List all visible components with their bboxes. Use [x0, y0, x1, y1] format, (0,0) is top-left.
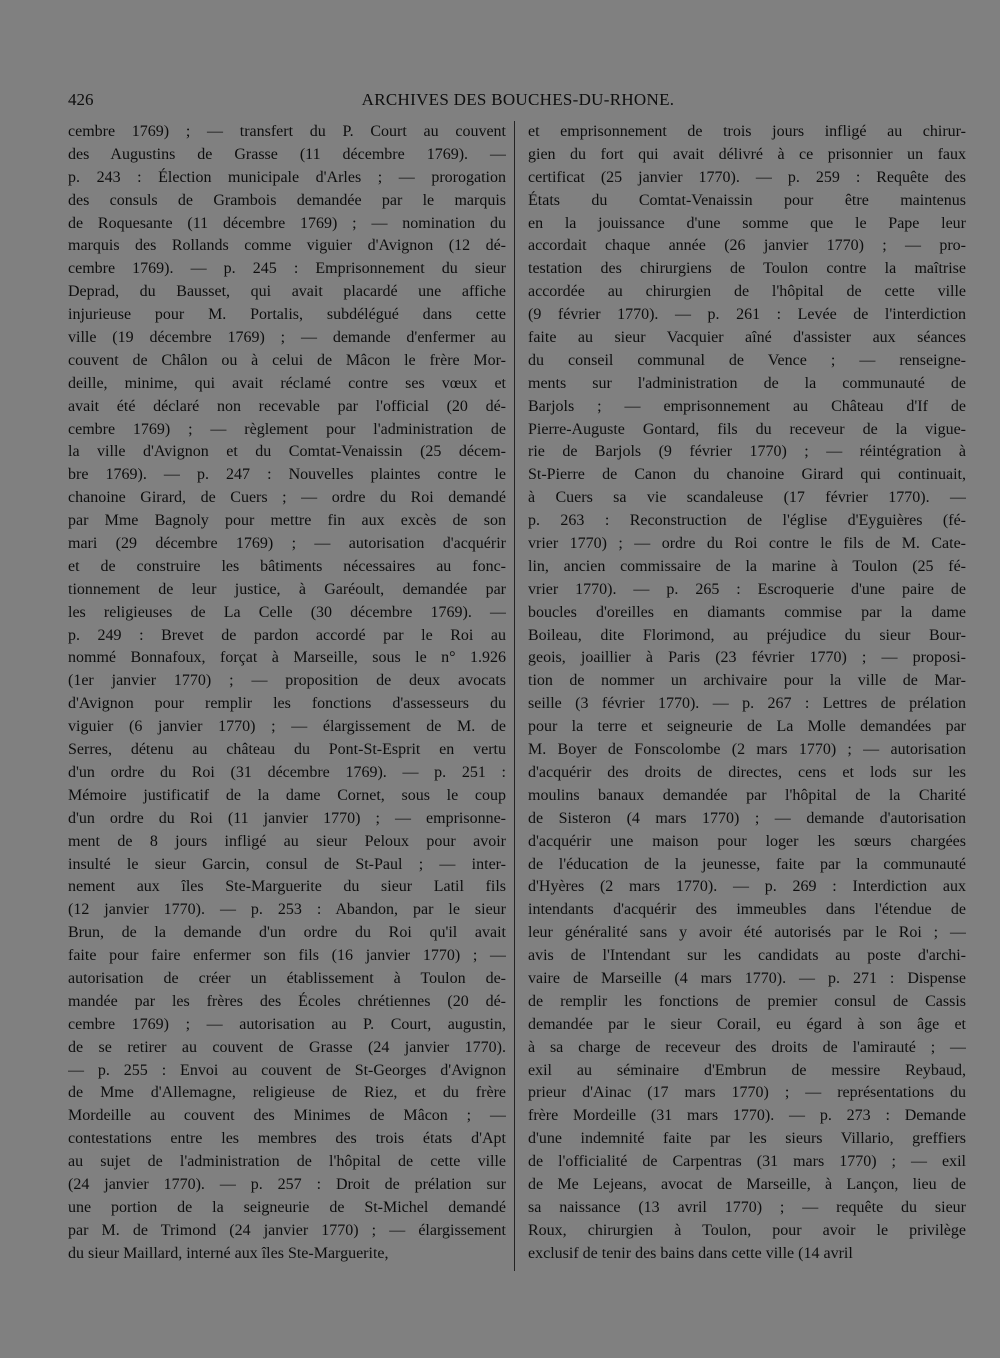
text-line: viguier (6 janvier 1770) ; — élargissement de M. de [68, 718, 506, 736]
text-line: à Cuers sa vie scandaleuse (17 février 1770). — [528, 489, 966, 507]
text-line: intendants d'acquérir des immeubles dans l'étendue de [528, 901, 966, 919]
text-line: Pierre-Auguste Gontard, fils du receveur de la vigue- [528, 420, 966, 438]
text-line: d'acquérir des droits de directes, cens et lods sur les [528, 763, 966, 781]
text-line: tion de nommer un archivaire pour la ville de Mar- [528, 672, 966, 690]
text-line: injurieuse pour M. Portalis, subdélégué dans cette [68, 306, 506, 324]
text-line: Roux, chirurgien à Toulon, pour avoir le privilège [528, 1221, 966, 1239]
text-line: certificat (25 janvier 1770). — p. 259 : Requête des [528, 168, 966, 186]
text-line: de l'éducation de la jeunesse, faite par la communauté [528, 855, 966, 873]
text-line: avait été déclaré non recevable par l'official (20 dé- [68, 397, 506, 415]
text-line: vrier 1770) ; — ordre du Roi contre le fils de M. Cate- [528, 535, 966, 553]
text-line: vrier 1770). — p. 265 : Escroquerie d'une paire de [528, 580, 966, 598]
text-line: gien du fort qui avait délivré à ce prisonnier un faux [528, 145, 966, 163]
text-line: des consuls de Grambois demandée par le marquis [68, 191, 506, 209]
text-line: nement aux îles Ste-Marguerite du sieur Latil fils [68, 878, 506, 896]
text-line: p. 263 : Reconstruction de l'église d'Eyguières (fé- [528, 512, 966, 530]
text-line: du conseil communal de Vence ; — renseigne- [528, 351, 966, 369]
text-line: — p. 255 : Envoi au couvent de St-Georges d'Avignon [68, 1061, 506, 1079]
text-line: contestations entre les membres des trois états d'Apt [68, 1130, 506, 1148]
text-line: cembre 1769) ; — transfert du P. Court au couvent [68, 123, 506, 140]
text-line: Serres, détenu au château du Pont-St-Esprit en vertu [68, 741, 506, 759]
text-line: de se retirer au couvent de Grasse (24 janvier 1770). [68, 1038, 506, 1056]
text-line: de Me Lejeans, avocat de Marseille, à Lançon, lieu de [528, 1175, 966, 1193]
text-line: ment de 8 jours infligé au sieur Peloux pour avoir [68, 832, 506, 850]
text-line: sa naissance (13 avril 1770) ; — requête du sieur [528, 1198, 966, 1216]
page-number: 426 [68, 90, 94, 109]
text-line: des Augustins de Grasse (11 décembre 1769). — [68, 145, 506, 163]
text-line: lin, ancien commissaire de la marine à Toulon (25 fé- [528, 557, 966, 575]
text-line: faite pour faire enfermer son fils (16 janvier 1770) ; — [68, 947, 506, 965]
text-line: de Roquesante (11 décembre 1769) ; — nomination du [68, 214, 506, 232]
text-line: boucles d'oreilles en diamants commise par la dame [528, 603, 966, 621]
text-line: en la jouissance d'une somme que le Pape leur [528, 214, 966, 232]
text-line: (24 janvier 1770). — p. 257 : Droit de prélation sur [68, 1175, 506, 1193]
text-line: bre 1769). — p. 247 : Nouvelles plaintes contre le [68, 466, 506, 484]
text-line: faite au sieur Vacquier aîné d'assister aux séances [528, 329, 966, 347]
text-line: par Mme Bagnoly pour mettre fin aux excès de son [68, 512, 506, 530]
text-line: demandée par le sieur Corail, eu égard à son âge et [528, 1015, 966, 1033]
text-line: chanoine Girard, de Cuers ; — ordre du Roi demandé [68, 489, 506, 507]
text-line: autorisation de créer un établissement à Toulon de- [68, 969, 506, 987]
text-line: États du Comtat-Venaissin pour être maintenus [528, 191, 966, 209]
text-line: cembre 1769) ; — règlement pour l'administration de [68, 420, 506, 438]
text-line: cembre 1769). — p. 245 : Emprisonnement du sieur [68, 260, 506, 278]
text-line: deille, minime, qui avait réclamé contre ses vœux et [68, 374, 506, 392]
text-line: vaire de Marseille (4 mars 1770). — p. 271 : Dispense [528, 969, 966, 987]
text-line: moulins banaux demandée par l'hôpital de la Charité [528, 786, 966, 804]
text-line: de remplir les fonctions de premier consul de Cassis [528, 992, 966, 1010]
text-line: au sujet de l'administration de l'hôpital de cette ville [68, 1153, 506, 1171]
text-line: la ville d'Avignon et du Comtat-Venaissin (25 décem- [68, 443, 506, 461]
text-line: (9 février 1770). — p. 261 : Levée de l'interdiction [528, 306, 966, 324]
left-column [68, 121, 506, 1266]
text-line: geois, joaillier à Paris (23 février 1770) ; — proposi- [528, 649, 966, 667]
text-line: ville (19 décembre 1769) ; — demande d'enfermer au [68, 329, 506, 347]
text-line: exclusif de tenir des bains dans cette ville (14 avril [528, 1244, 853, 1262]
text-line: exil au séminaire d'Embrun de messire Reybaud, [528, 1061, 966, 1079]
text-line: par M. de Trimond (24 janvier 1770) ; — élargissement [68, 1221, 506, 1239]
text-line: et emprisonnement de trois jours infligé au chirur- [528, 123, 966, 140]
text-line: Brun, de la demande d'un ordre du Roi qu'il avait [68, 924, 506, 942]
text-line: Barjols ; — emprisonnement au Château d'If de [528, 397, 966, 415]
text-line: avis de l'Intendant sur les candidats au poste d'archi- [528, 947, 966, 965]
text-line: rie de Barjols (9 février 1770) ; — réintégration à [528, 443, 966, 461]
text-line: Mordeille au couvent des Minimes de Mâcon ; — [68, 1107, 506, 1125]
text-line: et de construire les bâtiments nécessaires au fonc- [68, 557, 506, 575]
text-line: d'acquérir une maison pour loger les sœurs chargées [528, 832, 966, 850]
text-line: Deprad, du Bausset, qui avait placardé une affiche [68, 283, 506, 301]
text-line: accordait chaque année (26 janvier 1770) ; — pro- [528, 237, 966, 255]
text-line: de Sisteron (4 mars 1770) ; — demande d'autorisation [528, 809, 966, 827]
text-line: M. Boyer de Fonscolombe (2 mars 1770) ; — autorisation [528, 741, 966, 759]
running-head [68, 90, 968, 114]
text-line: p. 249 : Brevet de pardon accordé par le Roi au [68, 626, 506, 644]
text-line: marquis des Rollands comme viguier d'Avignon (12 dé- [68, 237, 506, 255]
text-line: les religieuses de La Celle (30 décembre 1769). — [68, 603, 506, 621]
text-line: seille (3 février 1770). — p. 267 : Lettres de prélation [528, 695, 966, 713]
text-line: une portion de la seigneurie de St-Michel demandé [68, 1198, 506, 1216]
text-line: pour la terre et seigneurie de La Molle demandées par [528, 718, 966, 736]
text-line: p. 243 : Élection municipale d'Arles ; — prorogation [68, 168, 506, 186]
text-line: nommé Bonnafoux, forçat à Marseille, sous le n° 1.926 [68, 649, 506, 667]
text-line: Boileau, dite Florimond, au préjudice du sieur Bour- [528, 626, 966, 644]
text-line: Mémoire justificatif de la dame Cornet, sous le coup [68, 786, 506, 804]
text-line: de l'officialité de Carpentras (31 mars 1770) ; — exil [528, 1153, 966, 1171]
text-line: couvent de Châlon ou à celui de Mâcon le frère Mor- [68, 351, 506, 369]
right-column [528, 121, 966, 1266]
column-divider [514, 121, 515, 1271]
text-line: testation des chirurgiens de Toulon contre la maîtrise [528, 260, 966, 278]
text-line: à sa charge de receveur des droits de l'amirauté ; — [528, 1038, 966, 1056]
text-line: accordée au chirurgien de l'hôpital de cette ville [528, 283, 966, 301]
text-line: mandée par les frères des Écoles chrétiennes (20 dé- [68, 992, 506, 1010]
text-line: tionnement de leur justice, à Garéoult, demandée par [68, 580, 506, 598]
text-line: d'Hyères (2 mars 1770). — p. 269 : Interdiction aux [528, 878, 966, 896]
text-line: ments sur l'administration de la communauté de [528, 374, 966, 392]
text-line: St-Pierre de Canon du chanoine Girard qui continuait, [528, 466, 966, 484]
text-line: d'une indemnité faite par les sieurs Villario, greffiers [528, 1130, 966, 1148]
text-line: cembre 1769) ; — autorisation au P. Court, augustin, [68, 1015, 506, 1033]
text-line: de Mme d'Allemagne, religieuse de Riez, et du frère [68, 1084, 506, 1102]
text-line: prieur d'Ainac (17 mars 1770) ; — représentations du [528, 1084, 966, 1102]
text-line: d'un ordre du Roi (11 janvier 1770) ; — emprisonne- [68, 809, 506, 827]
text-line: leur généralité sans y avoir été autorisés par le Roi ; — [528, 924, 966, 942]
running-title: ARCHIVES DES BOUCHES-DU-RHONE. [361, 90, 675, 109]
text-line: (1er janvier 1770) ; — proposition de deux avocats [68, 672, 506, 690]
text-line: (12 janvier 1770). — p. 253 : Abandon, par le sieur [68, 901, 506, 919]
text-line: frère Mordeille (31 mars 1770). — p. 273 : Demande [528, 1107, 966, 1125]
text-line: d'Avignon pour remplir les fonctions d'assesseurs du [68, 695, 506, 713]
text-line: d'un ordre du Roi (31 décembre 1769). — p. 251 : [68, 763, 506, 781]
text-line: du sieur Maillard, interné aux îles Ste-Marguerite, [68, 1244, 389, 1262]
text-line: insulté le sieur Garcin, consul de St-Paul ; — inter- [68, 855, 506, 873]
text-line: mari (29 décembre 1769) ; — autorisation d'acquérir [68, 535, 506, 553]
